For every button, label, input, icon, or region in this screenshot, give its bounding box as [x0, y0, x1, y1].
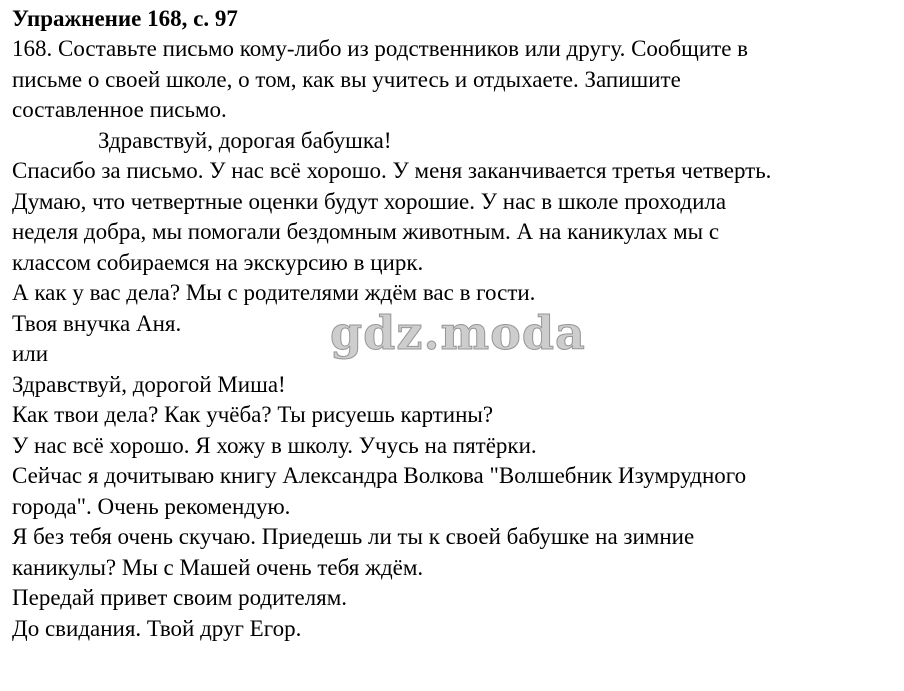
letter2-signature: До свидания. Твой друг Егор.: [12, 615, 302, 641]
letter1-line-1: Спасибо за письмо. У нас всё хорошо. У меня заканчивается третья четверть.: [12, 158, 772, 183]
task-line-2: письме о своей школе, о том, как вы учитесь и отдыхаете. Запишите: [12, 66, 681, 92]
letter1-line-4: классом собираемся на экскурсию в цирк.: [12, 249, 424, 275]
exercise-document: [12, 4, 896, 644]
letter2-line-6: каникулы? Мы с Машей очень тебя ждём.: [12, 554, 424, 580]
letter1-line-2: Думаю, что четвертные оценки будут хорошие. У нас в школе проходила: [12, 188, 727, 214]
separator-or: или: [12, 341, 49, 366]
letter2-greeting: Здравствуй, дорогой Миша!: [12, 371, 286, 397]
letter2-line-3: Сейчас я дочитываю книгу Александра Волкова "Волшебник Изумрудного: [12, 463, 747, 488]
letter1-greeting: Здравствуй, дорогая бабушка!: [98, 127, 392, 153]
letter2-line-4: города". Очень рекомендую.: [12, 493, 291, 519]
letter2-line-2: У нас всё хорошо. Я хожу в школу. Учусь на пятёрки.: [12, 432, 537, 458]
site-watermark: gdz.moda: [330, 306, 586, 360]
letter2-line-7: Передай привет своим родителям.: [12, 585, 348, 610]
letter2-line-5: Я без тебя очень скучаю. Приедешь ли ты к своей бабушке на зимние: [12, 524, 695, 549]
exercise-title: Упражнение 168, с. 97: [12, 6, 238, 31]
letter1-line-5: А как у вас дела? Мы с родителями ждём вас в гости.: [12, 280, 536, 305]
letter1-line-3: неделя добра, мы помогали бездомным животным. А на каникулах мы с: [12, 219, 720, 244]
letter1-signature: Твоя внучка Аня.: [12, 310, 182, 336]
task-line-1: 168. Составьте письмо кому-либо из родственников или другу. Сообщите в: [12, 36, 749, 61]
task-line-3: составленное письмо.: [12, 97, 227, 122]
letter2-line-1: Как твои дела? Как учёба? Ты рисуешь картины?: [12, 402, 494, 427]
